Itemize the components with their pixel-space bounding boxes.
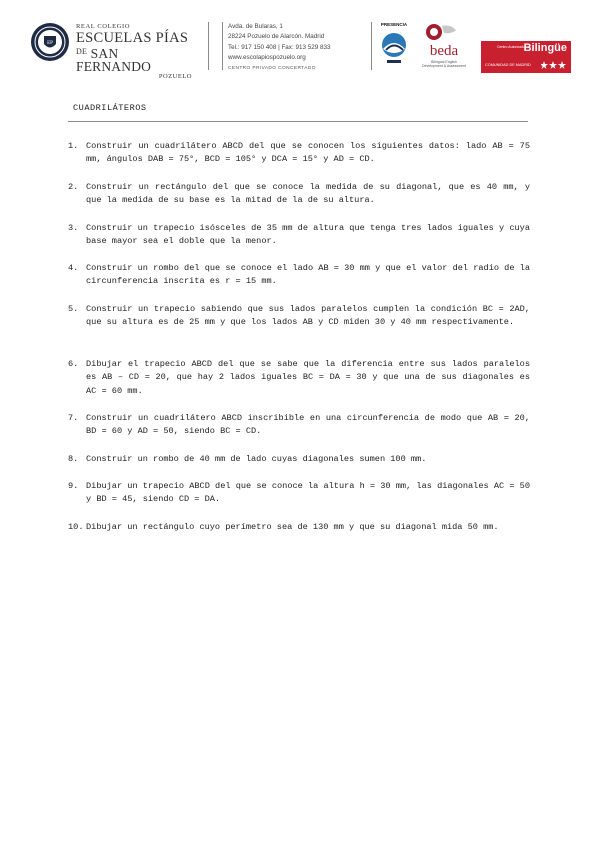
school-name-prefix: DE	[76, 47, 88, 56]
contact-address: Avda. de Bularas, 1	[228, 23, 283, 30]
exercise-number: 3.	[68, 223, 79, 233]
exercise-item	[68, 181, 530, 208]
exercise-text: Construir un rectángulo del que se conoce la medida de su diagonal, que es 40 mm, y que la medida de su base es la mitad de la de su altura.	[86, 182, 530, 206]
exercise-text: Construir un trapecio sabiendo que sus lados paralelos cumplen la condición BC = 2AD, que su altura es de 25 mm y que los lados AB y CD miden 30 y 40 mm respectivamente.	[86, 304, 530, 328]
exercise-text: Dibujar un trapecio ABCD del que se conoce la altura h = 30 mm, las diagonales AC = 50 y BD = 45, siendo CD = DA.	[86, 481, 530, 505]
exercise-item	[68, 453, 530, 466]
school-name-line2: ESCUELAS PÍAS	[76, 30, 189, 46]
exercise-number: 10.	[68, 522, 84, 532]
exercise-number: 7.	[68, 413, 79, 423]
exercise-text: Construir un cuadrilátero ABCD inscribible en una circunferencia de modo que AB = 20, BD = 60 y AD = 50, siendo BC = CD.	[86, 413, 530, 437]
exercise-number: 2.	[68, 182, 79, 192]
exercise-text: Dibujar el trapecio ABCD del que se sabe que la diferencia entre sus lados paralelos es AB – CD = 20, que hay 2 lados iguales BC = DA = 30 y que una de sus diagonales es AC = 60 mm.	[86, 359, 530, 396]
exercise-number: 4.	[68, 263, 79, 273]
exercise-text: Construir un trapecio isósceles de 35 mm de altura que tenga tres lados iguales y cuya base mayor sea el doble que la menor.	[86, 223, 530, 247]
school-name-main: SAN FERNANDO	[76, 46, 152, 74]
contact-phones: Tel.: 917 150 408 | Fax: 913 529 833	[228, 43, 331, 51]
bilingue-name: Bilingüe	[523, 42, 567, 54]
exercise-text: Dibujar un rectángulo cuyo perímetro sea de 130 mm y que su diagonal mida 50 mm.	[86, 522, 499, 532]
exercise-number: 5.	[68, 304, 79, 314]
exercise-item	[68, 480, 530, 507]
exercise-item	[68, 358, 530, 398]
beda-name: beda	[429, 43, 459, 59]
exercise-text: Construir un rombo de 40 mm de lado cuyas diagonales sumen 100 mm.	[86, 454, 427, 464]
section-title: CUADRILÁTEROS	[73, 103, 147, 113]
exercise-number: 9.	[68, 481, 79, 491]
exercise-number: 6.	[68, 359, 79, 369]
svg-text:EP: EP	[47, 41, 53, 46]
contact-web: www.escolapiospozuelo.org	[228, 54, 306, 62]
exercise-text: Construir un rombo del que se conoce el lado AB = 30 mm y que el valor del radio de la circunferencia inscrita es r = 15 mm.	[86, 263, 530, 287]
contact-type: CENTRO PRIVADO CONCERTADO	[228, 65, 316, 71]
exercise-text: Construir un cuadrilátero ABCD del que se conocen los siguientes datos: lado AB = 75 mm, ángulos DAB = 75°, BCD = 105° y DCA = 15° y AD = CD.	[86, 141, 530, 165]
school-name-line4: POZUELO	[158, 73, 192, 80]
exercise-item	[68, 222, 530, 249]
bilingue-bottom-text: COMUNIDAD DE MADRID	[485, 63, 531, 67]
exercise-item	[68, 140, 530, 167]
exercise-item	[68, 521, 530, 534]
bilingue-small-text: Centro Autorizado	[497, 45, 526, 49]
contact-city: 28224 Pozuelo de Alarcón. Madrid	[228, 33, 325, 41]
presencia-title: PRESENCIA	[380, 22, 408, 27]
exercise-number: 1.	[68, 141, 79, 151]
exercise-item	[68, 303, 530, 330]
exercise-item	[68, 412, 530, 439]
section-rule	[68, 121, 528, 122]
exercise-number: 8.	[68, 454, 79, 464]
beda-subtitle: Bilingual English Development & Assessment	[422, 60, 466, 68]
school-name-line1: REAL COLEGIO	[76, 23, 131, 30]
exercise-item	[68, 262, 530, 289]
